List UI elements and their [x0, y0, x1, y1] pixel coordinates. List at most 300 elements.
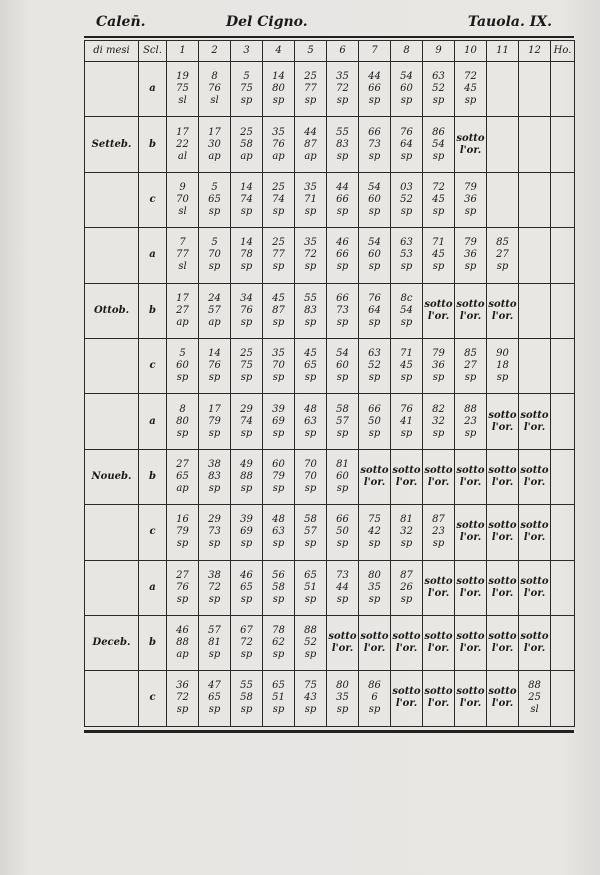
hour-cell	[551, 615, 575, 670]
data-cell	[199, 615, 231, 670]
data-cell	[263, 283, 295, 338]
data-cell	[263, 449, 295, 504]
data-cell	[391, 671, 423, 726]
cell-value: 75	[240, 83, 253, 95]
data-cell	[167, 449, 199, 504]
data-cell	[295, 117, 327, 172]
cell-value: sp	[176, 372, 189, 384]
band-letter: b	[139, 615, 167, 670]
cell-value: 83	[208, 470, 221, 482]
cell-value: 5	[211, 237, 218, 249]
table-row	[85, 394, 575, 449]
cell-value: sotto	[456, 132, 485, 144]
cell-value: 5	[211, 181, 218, 193]
cell-value: 63	[272, 526, 285, 538]
cell-value: 35	[368, 581, 381, 593]
cell-value: 72	[176, 692, 189, 704]
month-label: Noueb.	[85, 449, 139, 504]
data-cell	[199, 62, 231, 117]
table-row	[85, 560, 575, 615]
cell-value: sp	[304, 95, 317, 107]
data-cell	[327, 394, 359, 449]
cell-value: 80	[176, 415, 189, 427]
data-cell	[391, 449, 423, 504]
month-label	[85, 671, 139, 726]
data-cell	[263, 394, 295, 449]
cell-value: 35	[304, 181, 317, 193]
column-header: 6	[327, 41, 359, 62]
cell-value: 6	[371, 692, 378, 704]
cell-value: 87	[432, 514, 445, 526]
cell-value: sp	[272, 261, 285, 273]
cell-value: 36	[432, 360, 445, 372]
cell-value: sp	[272, 482, 285, 494]
cell-value: 76	[176, 581, 189, 593]
cell-value: 45	[400, 360, 413, 372]
cell-value: l'or.	[491, 310, 514, 322]
cell-value: sp	[432, 205, 445, 217]
data-cell	[327, 560, 359, 615]
data-cell	[455, 338, 487, 393]
cell-value: sp	[400, 593, 413, 605]
cell-value: sp	[304, 205, 317, 217]
cell-value: sotto	[456, 520, 485, 532]
cell-value: ap	[272, 150, 285, 162]
data-cell	[519, 228, 551, 283]
data-cell	[359, 62, 391, 117]
cell-value: 39	[240, 514, 253, 526]
cell-value: 5	[243, 71, 250, 83]
cell-value: 76	[208, 83, 221, 95]
cell-value: 87	[272, 304, 285, 316]
data-cell	[391, 615, 423, 670]
data-cell	[359, 394, 391, 449]
data-cell	[167, 117, 199, 172]
cell-value: 80	[272, 83, 285, 95]
cell-value: 49	[240, 458, 253, 470]
cell-value: sp	[336, 316, 349, 328]
table-row	[85, 615, 575, 670]
cell-value: 25	[528, 692, 541, 704]
data-cell	[327, 338, 359, 393]
cell-value: sp	[272, 205, 285, 217]
cell-value: 17	[176, 292, 189, 304]
data-cell	[231, 172, 263, 227]
cell-value: 73	[208, 526, 221, 538]
data-cell	[167, 172, 199, 227]
data-cell	[359, 671, 391, 726]
data-cell	[231, 117, 263, 172]
data-cell	[199, 228, 231, 283]
cell-value: sp	[304, 593, 317, 605]
data-cell	[231, 615, 263, 670]
cell-value: 76	[208, 360, 221, 372]
cell-value: 36	[464, 249, 477, 261]
cell-value: 41	[400, 415, 413, 427]
cell-value: l'or.	[491, 532, 514, 544]
data-cell	[167, 62, 199, 117]
data-cell	[423, 671, 455, 726]
column-header: Scl.	[139, 41, 167, 62]
column-header: 10	[455, 41, 487, 62]
data-cell	[455, 671, 487, 726]
cell-value: l'or.	[395, 476, 418, 488]
cell-value: 79	[464, 181, 477, 193]
page-header	[96, 14, 552, 36]
running-head-center: Del Cigno.	[226, 14, 308, 30]
column-header: 3	[231, 41, 263, 62]
data-cell	[391, 117, 423, 172]
cell-value: sp	[464, 261, 477, 273]
cell-value: 73	[336, 304, 349, 316]
cell-value: 45	[432, 193, 445, 205]
data-cell	[519, 560, 551, 615]
cell-value: 50	[368, 415, 381, 427]
cell-value: sp	[336, 261, 349, 273]
cell-value: sl	[178, 261, 187, 273]
cell-value: 39	[272, 403, 285, 415]
data-cell	[455, 117, 487, 172]
cell-value: sotto	[488, 464, 517, 476]
cell-value: sotto	[456, 464, 485, 476]
cell-value: sp	[400, 372, 413, 384]
cell-value: 44	[304, 126, 317, 138]
cell-value: 45	[464, 83, 477, 95]
cell-value: al	[177, 150, 188, 162]
data-cell	[423, 338, 455, 393]
cell-value: sp	[208, 482, 221, 494]
data-cell	[519, 283, 551, 338]
cell-value: 42	[368, 526, 381, 538]
data-cell	[487, 615, 519, 670]
cell-value: 87	[400, 569, 413, 581]
cell-value: l'or.	[427, 698, 450, 710]
cell-value: 16	[176, 514, 189, 526]
cell-value: 70	[304, 458, 317, 470]
cell-value: l'or.	[523, 643, 546, 655]
cell-value: sp	[240, 593, 253, 605]
cell-value: 52	[304, 637, 317, 649]
cell-value: 71	[400, 348, 413, 360]
data-cell	[455, 615, 487, 670]
top-rule	[84, 36, 574, 38]
cell-value: 80	[368, 569, 381, 581]
cell-value: l'or.	[491, 421, 514, 433]
data-cell	[455, 560, 487, 615]
cell-value: 14	[240, 237, 253, 249]
cell-value: sl	[530, 704, 539, 716]
cell-value: l'or.	[427, 476, 450, 488]
cell-value: 44	[336, 181, 349, 193]
cell-value: l'or.	[395, 698, 418, 710]
cell-value: 75	[240, 360, 253, 372]
cell-value: sotto	[488, 520, 517, 532]
cell-value: sp	[272, 538, 285, 550]
hour-cell	[551, 394, 575, 449]
month-label	[85, 172, 139, 227]
cell-value: 86	[368, 680, 381, 692]
cell-value: 35	[272, 126, 285, 138]
table-row	[85, 338, 575, 393]
data-cell	[199, 117, 231, 172]
cell-value: 54	[368, 181, 381, 193]
cell-value: 30	[208, 138, 221, 150]
cell-value: 24	[208, 292, 221, 304]
cell-value: l'or.	[459, 532, 482, 544]
data-cell	[487, 172, 519, 227]
cell-value: l'or.	[491, 476, 514, 488]
cell-value: sp	[208, 704, 221, 716]
data-cell	[519, 671, 551, 726]
data-cell	[263, 172, 295, 227]
data-cell	[327, 283, 359, 338]
cell-value: 46	[176, 625, 189, 637]
cell-value: 66	[336, 514, 349, 526]
cell-value: l'or.	[363, 643, 386, 655]
data-cell	[263, 505, 295, 560]
cell-value: 23	[464, 415, 477, 427]
hour-cell	[551, 283, 575, 338]
data-cell	[455, 394, 487, 449]
cell-value: 48	[272, 514, 285, 526]
band-letter: c	[139, 505, 167, 560]
cell-value: sp	[432, 261, 445, 273]
data-cell	[359, 560, 391, 615]
cell-value: ap	[240, 150, 253, 162]
cell-value: sp	[432, 427, 445, 439]
data-cell	[423, 560, 455, 615]
cell-value: 45	[432, 249, 445, 261]
cell-value: sp	[240, 372, 253, 384]
cell-value: 8	[179, 403, 186, 415]
cell-value: 75	[368, 514, 381, 526]
band-letter: c	[139, 338, 167, 393]
cell-value: sotto	[520, 520, 549, 532]
cell-value: 50	[336, 526, 349, 538]
cell-value: 53	[400, 249, 413, 261]
cell-value: 76	[368, 292, 381, 304]
cell-value: 66	[368, 83, 381, 95]
data-cell	[359, 228, 391, 283]
data-cell	[359, 172, 391, 227]
data-cell	[359, 449, 391, 504]
data-cell	[423, 394, 455, 449]
cell-value: sp	[336, 205, 349, 217]
data-cell	[391, 172, 423, 227]
cell-value: 85	[496, 237, 509, 249]
column-header: 8	[391, 41, 423, 62]
cell-value: 38	[208, 458, 221, 470]
cell-value: l'or.	[459, 587, 482, 599]
data-cell	[295, 62, 327, 117]
cell-value: 63	[368, 348, 381, 360]
data-cell	[295, 338, 327, 393]
cell-value: sotto	[392, 631, 421, 643]
cell-value: 66	[368, 403, 381, 415]
cell-value: 17	[176, 126, 189, 138]
data-cell	[391, 505, 423, 560]
cell-value: 65	[240, 581, 253, 593]
cell-value: sp	[368, 95, 381, 107]
cell-value: 54	[368, 237, 381, 249]
cell-value: 86	[432, 126, 445, 138]
cell-value: sp	[336, 372, 349, 384]
hour-cell	[551, 62, 575, 117]
data-cell	[295, 172, 327, 227]
cell-value: ap	[176, 316, 189, 328]
cell-value: sotto	[456, 298, 485, 310]
cell-value: 66	[336, 193, 349, 205]
cell-value: 63	[400, 237, 413, 249]
column-header: 4	[263, 41, 295, 62]
data-cell	[295, 560, 327, 615]
cell-value: l'or.	[523, 587, 546, 599]
cell-value: 38	[208, 569, 221, 581]
data-cell	[391, 394, 423, 449]
cell-value: 77	[272, 249, 285, 261]
cell-value: 54	[432, 138, 445, 150]
cell-value: sp	[208, 372, 221, 384]
cell-value: 88	[304, 625, 317, 637]
cell-value: sp	[336, 150, 349, 162]
cell-value: l'or.	[491, 587, 514, 599]
cell-value: sp	[464, 95, 477, 107]
cell-value: 60	[272, 458, 285, 470]
cell-value: sp	[272, 704, 285, 716]
data-cell	[359, 338, 391, 393]
data-cell	[231, 283, 263, 338]
cell-value: 34	[240, 292, 253, 304]
data-cell	[327, 615, 359, 670]
cell-value: 60	[336, 470, 349, 482]
data-cell	[423, 62, 455, 117]
table-row	[85, 449, 575, 504]
cell-value: sp	[240, 205, 253, 217]
cell-value: sp	[368, 372, 381, 384]
cell-value: 66	[336, 249, 349, 261]
cell-value: sp	[176, 704, 189, 716]
band-letter: c	[139, 671, 167, 726]
data-cell	[231, 505, 263, 560]
data-cell	[391, 283, 423, 338]
column-header: 9	[423, 41, 455, 62]
cell-value: sotto	[456, 575, 485, 587]
cell-value: sp	[432, 372, 445, 384]
table-row	[85, 283, 575, 338]
cell-value: sotto	[456, 631, 485, 643]
data-cell	[519, 117, 551, 172]
cell-value: l'or.	[459, 144, 482, 156]
cell-value: sp	[368, 316, 381, 328]
cell-value: 57	[304, 526, 317, 538]
cell-value: 26	[400, 581, 413, 593]
cell-value: sp	[368, 205, 381, 217]
running-head-left: Calen̄.	[96, 14, 146, 30]
cell-value: 88	[240, 470, 253, 482]
data-cell	[487, 117, 519, 172]
cell-value: ap	[208, 150, 221, 162]
band-letter: a	[139, 394, 167, 449]
cell-value: 25	[240, 348, 253, 360]
cell-value: 62	[272, 637, 285, 649]
table-body	[85, 62, 575, 727]
cell-value: sp	[496, 372, 509, 384]
data-cell	[167, 671, 199, 726]
cell-value: sp	[400, 95, 413, 107]
cell-value: 27	[176, 304, 189, 316]
cell-value: sp	[368, 427, 381, 439]
data-cell	[199, 172, 231, 227]
data-cell	[359, 283, 391, 338]
data-cell	[295, 505, 327, 560]
cell-value: sp	[176, 427, 189, 439]
cell-value: 52	[368, 360, 381, 372]
cell-value: 45	[304, 348, 317, 360]
month-label	[85, 62, 139, 117]
cell-value: 65	[304, 569, 317, 581]
cell-value: 57	[208, 304, 221, 316]
data-cell	[295, 283, 327, 338]
cell-value: 58	[336, 403, 349, 415]
hour-cell	[551, 172, 575, 227]
data-cell	[199, 394, 231, 449]
data-cell	[487, 338, 519, 393]
data-cell	[487, 228, 519, 283]
cell-value: 43	[304, 692, 317, 704]
data-cell	[359, 117, 391, 172]
cell-value: sp	[208, 538, 221, 550]
cell-value: l'or.	[427, 643, 450, 655]
band-letter: c	[139, 172, 167, 227]
cell-value: 25	[272, 237, 285, 249]
data-cell	[295, 449, 327, 504]
cell-value: l'or.	[459, 643, 482, 655]
cell-value: 18	[496, 360, 509, 372]
cell-value: sp	[304, 482, 317, 494]
data-cell	[263, 671, 295, 726]
cell-value: 27	[176, 458, 189, 470]
data-cell	[263, 117, 295, 172]
cell-value: 25	[240, 126, 253, 138]
month-label	[85, 228, 139, 283]
table-row	[85, 62, 575, 117]
data-cell	[263, 560, 295, 615]
cell-value: 74	[272, 193, 285, 205]
cell-value: 82	[432, 403, 445, 415]
data-cell	[167, 338, 199, 393]
cell-value: 76	[400, 126, 413, 138]
month-label: Setteb.	[85, 117, 139, 172]
cell-value: 22	[176, 138, 189, 150]
cell-value: sotto	[520, 575, 549, 587]
cell-value: sp	[336, 482, 349, 494]
cell-value: sotto	[488, 298, 517, 310]
cell-value: sotto	[392, 686, 421, 698]
data-cell	[391, 228, 423, 283]
data-cell	[231, 560, 263, 615]
cell-value: 46	[336, 237, 349, 249]
column-header: Ho.	[551, 41, 575, 62]
cell-value: l'or.	[523, 532, 546, 544]
cell-value: 81	[208, 637, 221, 649]
cell-value: sp	[176, 593, 189, 605]
data-cell	[455, 449, 487, 504]
cell-value: 70	[176, 193, 189, 205]
cell-value: sotto	[328, 631, 357, 643]
cell-value: 29	[240, 403, 253, 415]
cell-value: 80	[336, 680, 349, 692]
data-cell	[487, 394, 519, 449]
